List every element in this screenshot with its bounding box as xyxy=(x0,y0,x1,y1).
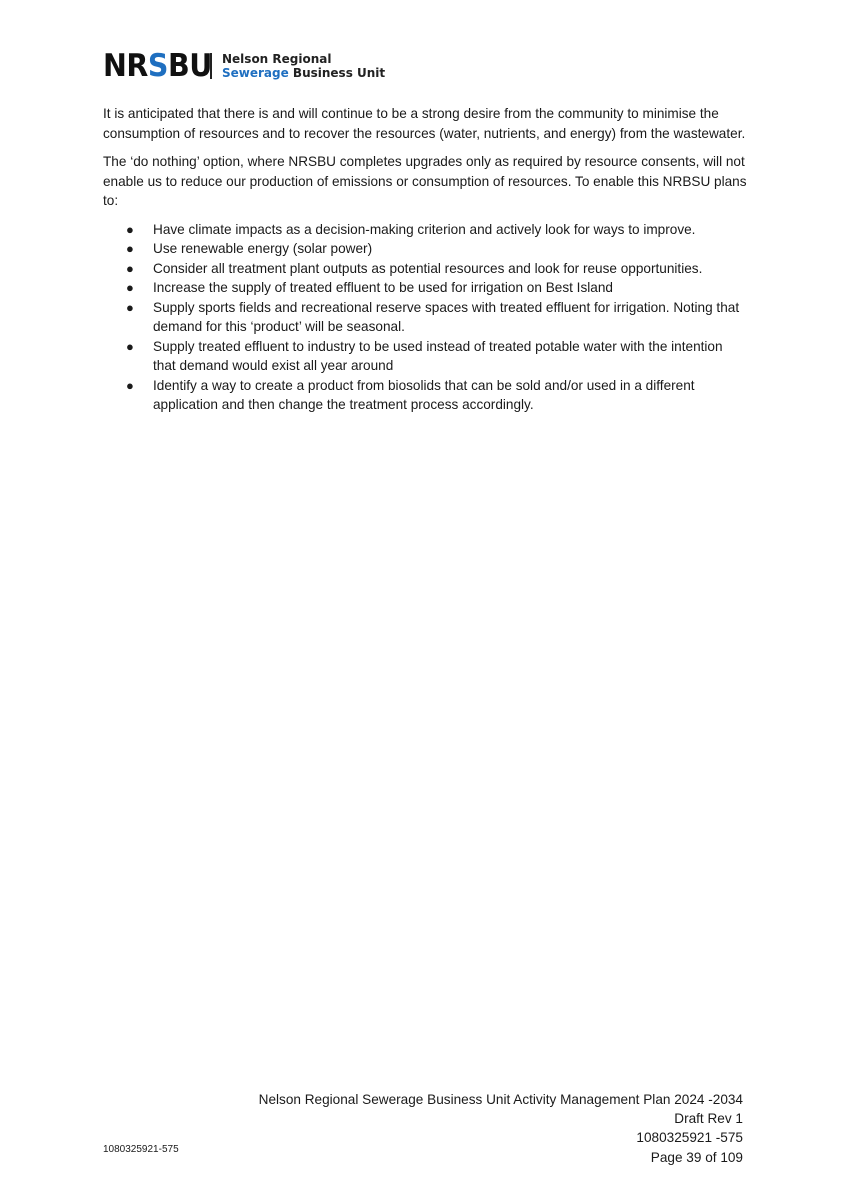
logo-suffix: BU xyxy=(168,48,212,84)
bullet-icon: ● xyxy=(126,221,134,237)
logo-prefix: NR xyxy=(103,48,148,84)
list-item xyxy=(103,376,748,415)
logo-line-1: Nelson Regional xyxy=(222,52,332,66)
footer-plan-title: Nelson Regional Sewerage Business Unit Activity Management Plan 2024 -2034 xyxy=(258,1092,743,1107)
paragraph: The ‘do nothing’ option, where NRSBU completes upgrades only as required by resource consents, will not enable us to reduce our production of emissions or consumption of resources. To enable this NRBSU plans to: xyxy=(103,154,747,208)
bullet-icon: ● xyxy=(126,280,134,295)
paragraph: It is anticipated that there is and will continue to be a strong desire from the community to minimise the consumption of resources and to recover the resources (water, nutrients, and energy) from the wastewater. xyxy=(103,106,746,141)
logo-mark xyxy=(103,48,212,84)
nrsbu-logo xyxy=(103,50,385,82)
plan-bullet-list xyxy=(103,220,748,415)
footer-doc-id: 1080325921-575 xyxy=(103,1144,179,1155)
logo-accent: S xyxy=(147,48,169,84)
list-item xyxy=(103,298,748,337)
bullet-icon: ● xyxy=(126,338,134,354)
bullet-icon: ● xyxy=(126,377,134,393)
logo-line-2-rest: Business Unit xyxy=(288,66,386,80)
list-item-text: Increase the supply of treated effluent to be used for irrigation on Best Island xyxy=(153,280,613,295)
page-number: Page 39 of 109 xyxy=(650,1149,743,1165)
list-item-text: Supply treated effluent to industry to be used instead of treated potable water with the intention that demand would exist all year around xyxy=(153,338,723,373)
footer-doc-number: 1080325921 -575 xyxy=(636,1130,743,1146)
bullet-icon: ● xyxy=(126,299,134,315)
list-item-text: Consider all treatment plant outputs as potential resources and look for reuse opportunities. xyxy=(153,260,703,276)
document-body xyxy=(103,104,748,415)
list-item-text: Supply sports fields and recreational reserve spaces with treated effluent for irrigation. Noting that demand for this ‘product’ will be seasonal. xyxy=(153,299,740,334)
footer-revision: Draft Rev 1 xyxy=(674,1111,743,1127)
bullet-icon: ● xyxy=(126,260,134,276)
bullet-icon: ● xyxy=(126,241,134,256)
list-item-text: Use renewable energy (solar power) xyxy=(153,241,373,256)
list-item xyxy=(103,220,748,240)
list-item-text: Have climate impacts as a decision-making criterion and actively look for ways to improve. xyxy=(153,221,696,237)
list-item xyxy=(103,259,748,279)
logo-line-2 xyxy=(222,66,385,80)
footer-info xyxy=(259,1090,743,1167)
list-item xyxy=(103,239,748,259)
list-item-text: Identify a way to create a product from biosolids that can be sold and/or used in a different application and then change the treatment process accordingly. xyxy=(153,377,695,412)
list-item xyxy=(103,278,748,298)
list-item xyxy=(103,337,748,376)
logo-line-2-blue: Sewerage xyxy=(222,66,289,80)
logo-text xyxy=(222,52,385,80)
